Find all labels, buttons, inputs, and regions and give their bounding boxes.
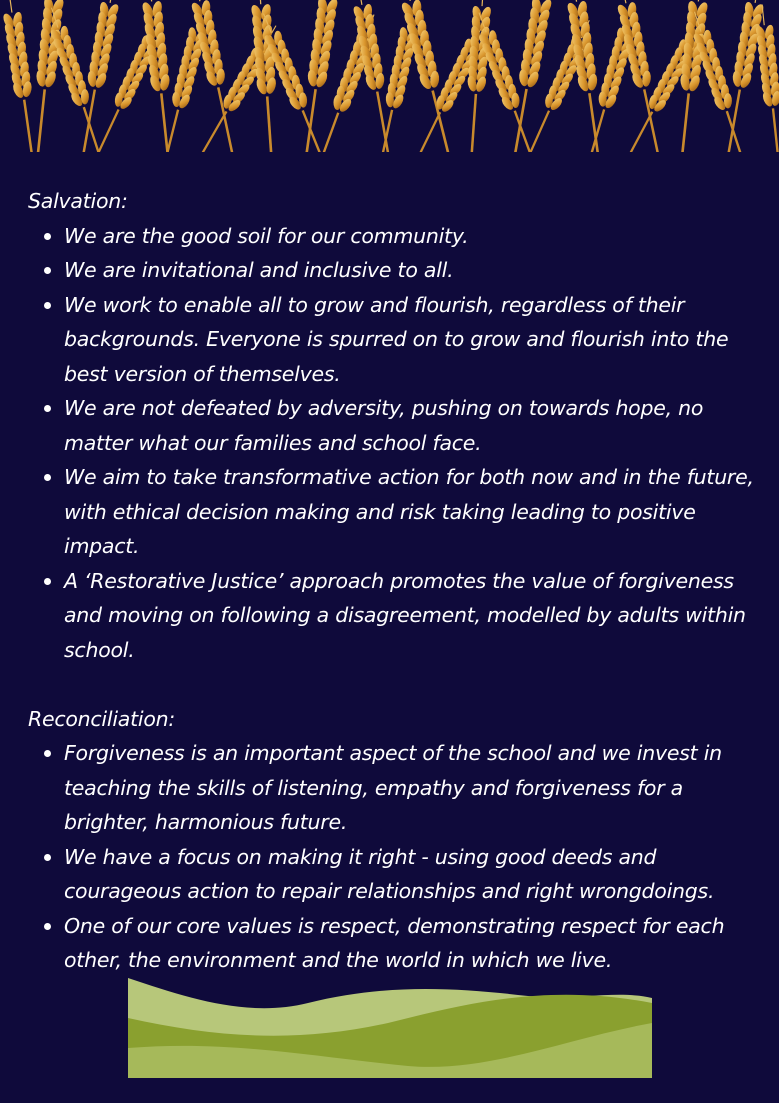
list-item: We are the good soil for our community. — [64, 219, 758, 254]
list-item: One of our core values is respect, demonstrating respect for each other, the environment and the world in which we live. — [64, 909, 758, 978]
salvation-list — [28, 219, 758, 668]
values-text — [28, 184, 758, 978]
reconciliation-section — [28, 702, 758, 978]
list-item: We are not defeated by adversity, pushing on towards hope, no matter what our families and school face. — [64, 391, 758, 460]
list-item: We aim to take transformative action for both now and in the future, with ethical decision making and risk taking leading to positive impact. — [64, 460, 758, 564]
wheat-banner-image — [0, 0, 779, 152]
list-item: Forgiveness is an important aspect of the school and we invest in teaching the skills of listening, empathy and forgiveness for a brighter, harmonious future. — [64, 736, 758, 840]
reconciliation-list — [28, 736, 758, 978]
salvation-heading: Salvation: — [28, 189, 128, 213]
section-spacer — [28, 667, 758, 702]
salvation-section — [28, 184, 758, 667]
list-item: We are invitational and inclusive to all. — [64, 253, 758, 288]
list-item: A ‘Restorative Justice’ approach promotes the value of forgiveness and moving on following a disagreement, modelled by adults within school. — [64, 564, 758, 668]
reconciliation-heading: Reconciliation: — [28, 706, 176, 731]
list-item: We have a focus on making it right - using good deeds and courageous action to repair relationships and right wrongdoings. — [64, 840, 758, 909]
green-hills-graphic — [128, 978, 652, 1078]
list-item: We work to enable all to grow and flourish, regardless of their backgrounds. Everyone is spurred on to grow and flourish into the best version of themselves. — [64, 288, 758, 392]
